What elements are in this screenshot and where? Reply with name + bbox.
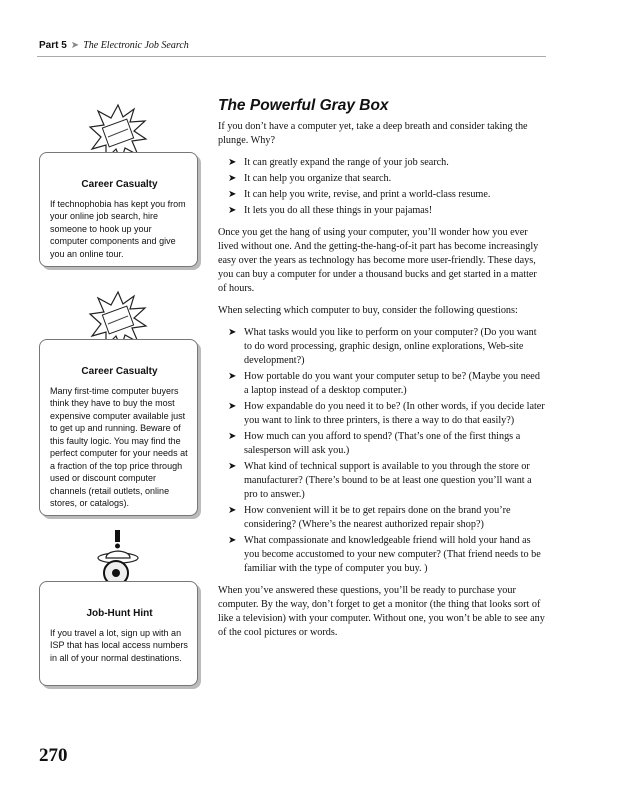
bullet-arrow-icon: ➤ [228,189,237,200]
sidebar-title: Job-Hunt Hint [86,608,153,619]
list-item: ➤ What tasks would you like to perform on your computer? (Do you want to do word processing, graphic design, online explorations, Web-site development?) [228,327,537,366]
bullet-arrow-icon: ➤ [228,157,237,168]
header-arrow-icon: ➤ [70,40,80,51]
list-item: ➤ It can help you write, revise, and print a world-class resume. [228,189,491,200]
section-heading: The Powerful Gray Box [218,97,389,114]
body-paragraph: Once you get the hang of using your computer, you’ll wonder how you ever lived without one. And the getting-the-hang-of-it part has become increasingly easy over the years as technology has become more user-friendly. These days, you can buy a computer for under a thousand bucks and get started in a matter of hours. [218,227,539,294]
benefits-list [218,156,546,218]
part-label: Part 5 [39,40,67,51]
running-header [39,40,189,51]
list-item: ➤ How convenient will it be to get repairs done on the brand you’re considering? (Where’s the nearest authorized repair shop?) [228,505,511,530]
list-item: ➤ It can greatly expand the range of your job search. [228,157,449,168]
bullet-arrow-icon: ➤ [228,205,237,216]
bullet-arrow-icon: ➤ [228,327,237,338]
list-item: ➤ What kind of technical support is available to you through the store or manufacturer? (There’s bound to be at least one question you’ll want a pro to answer.) [228,461,532,500]
bullet-arrow-icon: ➤ [228,461,237,472]
bullet-arrow-icon: ➤ [228,431,237,442]
bullet-arrow-icon: ➤ [228,535,237,546]
list-item: ➤ It lets you do all these things in your pajamas! [228,205,433,216]
list-item: ➤ How portable do you want your computer setup to be? (Maybe you need a laptop instead of a desktop computer.) [228,371,540,396]
list-item: ➤ It can help you organize that search. [228,173,392,184]
bullet-arrow-icon: ➤ [228,401,237,412]
questions-list [218,326,546,576]
bullet-arrow-icon: ➤ [228,505,237,516]
bullet-arrow-icon: ➤ [228,371,237,382]
sidebar-career-casualty-2 [39,339,198,516]
closing-paragraph: When you’ve answered these questions, you’ll be ready to purchase your computer. By the way, don’t forget to get a monitor (the thing that looks sort of like a television) with your computer. Without one, you won’t be able to see any of the cool pictures or words. [218,585,545,638]
sidebar-body: If you travel a lot, sign up with an ISP that has local access numbers in all of your normal destinations. [50,627,188,663]
sidebar-career-casualty-1 [39,152,198,267]
section-title: The Electronic Job Search [83,40,189,51]
sidebar-job-hunt-hint [39,581,198,686]
header-divider [37,56,546,57]
bullet-arrow-icon: ➤ [228,173,237,184]
list-item: ➤ How much can you afford to spend? (That’s one of the first things a salesperson will ask you.) [228,431,521,456]
sidebar-body: If technophobia has kept you from your online job search, hire someone to hook up your computer components and give you an online tour. [50,198,186,259]
list-item: ➤ What compassionate and knowledgeable friend will hold your hand as you become accustomed to your new computer? (That friend needs to be familiar with the type of computer you buy. ) [228,535,541,574]
page-number: 270 [39,745,68,766]
main-content [218,96,546,648]
sidebar-title: Career Casualty [81,179,158,190]
list-item: ➤ How expandable do you need it to be? (In other words, if you decide later you want to link to three printers, is there a way to do that easily?) [228,401,545,426]
body-paragraph: When selecting which computer to buy, consider the following questions: [218,305,518,316]
intro-paragraph: If you don’t have a computer yet, take a deep breath and consider taking the plunge. Why? [218,121,528,146]
sidebar-title: Career Casualty [81,366,158,377]
sidebar-body: Many first-time computer buyers think they have to buy the most expensive computer available just to get up and running. Beware of this faulty logic. You may find the perfect computer for your needs at a fraction of the top price through used or discount computer channels (retail outlets, online stores, or catalogs). [50,385,188,508]
